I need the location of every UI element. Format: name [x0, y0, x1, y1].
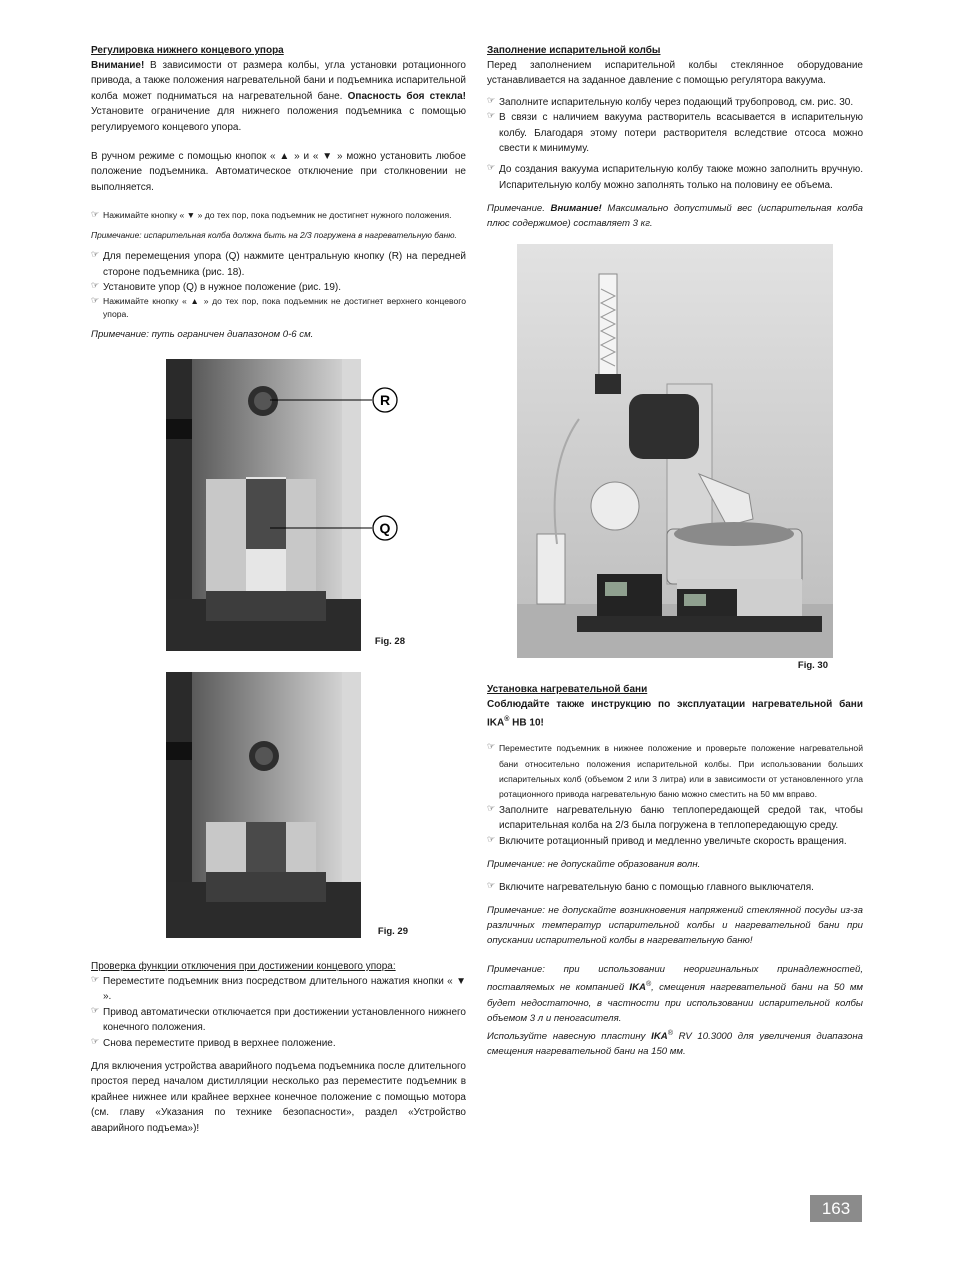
heading-check-stop: Проверка функции отключения при достижении концевого упора:: [91, 961, 396, 972]
bath-model: HB 10!: [509, 717, 544, 729]
pointing-hand-icon: ☞: [91, 1035, 100, 1046]
note-text: Максимально допустимый вес (испарительная колба плюс содержимое) составляет 3 кг.: [487, 203, 863, 230]
emergency-lift-paragraph: Для включения устройства аварийного подъема подъемника после длительного простоя перед началом дистилляции несколько раз переместите подъемник в крайнее нижнее или крайнее верхнее конечное положение с помощью мотора (см. главу «Указания по технике безопасности», раздел «Устройство аварийного подъема»)!: [91, 1061, 466, 1134]
list-item-text: Снова переместите привод в верхнее положение.: [103, 1037, 336, 1049]
list-item: [487, 803, 863, 834]
pointing-hand-icon: ☞: [91, 280, 100, 291]
glass-danger-label: Опасность боя стекла!: [347, 90, 466, 102]
pointing-hand-icon: ☞: [487, 802, 496, 813]
list-item-text: Переместите подъемник вниз посредством длительного нажатия кнопки « ▼ ».: [103, 976, 466, 1003]
list-item: [91, 1005, 466, 1036]
pointing-hand-icon: ☞: [487, 833, 496, 844]
warning-label: Внимание!: [91, 60, 145, 71]
page-number: 163: [810, 1195, 862, 1222]
list-item-text: Включите ротационный привод и медленно увеличьте скорость вращения.: [499, 835, 847, 847]
note-attention: Внимание!: [550, 203, 602, 215]
fig-29-label: Fig. 29: [377, 926, 408, 937]
list-item-text: Заполните нагревательную баню теплопередающей средой так, чтобы испарительная колба на 2/3 была погружена в теплопередающую среду.: [499, 804, 863, 832]
note-no-waves: Примечание: не допускайте образования волн.: [487, 858, 701, 870]
manual-mode-paragraph: В ручном режиме с помощью кнопок « ▲ » и « ▼ » можно установить любое положение подъемника. Автоматическое отключение при столкновении не выполняется.: [91, 151, 466, 193]
heading-lower-stop: Регулировка нижнего концевого упора: [91, 45, 284, 56]
list-item-text: Привод автоматически отключается при достижении установленного нижнего конечного положения.: [103, 1006, 466, 1034]
bath-instruction-text: Соблюдайте также инструкцию по эксплуатации нагревательной бани IKA: [487, 699, 863, 729]
pointing-hand-icon: ☞: [91, 209, 100, 220]
list-item-text: До создания вакуума испарительную колбу также можно заполнить вручную. Испарительную колбу можно заполнять только на половину ее объема.: [499, 164, 863, 191]
list-item: [91, 280, 466, 295]
list-item: [487, 110, 863, 156]
registered-mark: ®: [667, 1029, 673, 1037]
list-item-text: Установите упор (Q) в нужное положение (рис. 19).: [103, 282, 341, 294]
warning-text: В зависимости от размера колбы, угла установки ротационного привода, а также положения нагревательной бани и подъемника испарительной колба может подниматься на нагревательной бане.: [91, 60, 466, 102]
heading-fill-flask: Заполнение испарительной колбы: [487, 45, 661, 56]
list-item-text: Нажимайте кнопку « ▼ » до тех пор, пока подъемник не достигнет нужного положения.: [103, 210, 452, 221]
list-item: [487, 741, 863, 803]
warning-paragraph: [91, 58, 466, 135]
note-text: , смещения нагревательной бани на 50 мм будет недостаточно, в частности при использовании испарительной колбы объемом 3 л и пеногасителя.: [487, 982, 863, 1024]
list-item: [91, 974, 466, 1005]
list-item: [487, 162, 863, 193]
figure-30-photo: [517, 244, 833, 658]
pointing-hand-icon: ☞: [91, 974, 100, 984]
fig-28-label: Fig. 28: [374, 636, 405, 647]
brand-ika: IKA: [651, 1030, 668, 1042]
note-prefix: Примечание.: [487, 203, 551, 215]
note-accessories: [487, 962, 863, 1025]
list-item-text: Для перемещения упора (Q) нажмите центральную кнопку (R) на передней стороне подъемника (рис. 18).: [103, 251, 466, 278]
heading-bath-setup: Установка нагревательной бани: [487, 684, 648, 695]
note-text: RV 10.3000 для увеличения диапазона смещения нагревательной бани на 150 мм.: [487, 1030, 863, 1057]
pointing-hand-icon: ☞: [91, 249, 100, 260]
list-item-text: В связи с наличием вакуума растворитель всасывается в испарительную колбу. Благодаря этому потери растворителя вследствие отсоса можно свести к минимуму.: [499, 112, 863, 155]
fig-30-label: Fig. 30: [797, 660, 828, 671]
list-item-text: Переместите подъемник в нижнее положение и проверьте положение нагревательной бани относительно положения испарительной колбы. При использовании больших испарительных колб (объемом 2 или 3 литра) или в зависимости от установленного угла ротационного привода нагревательную баню можно сместить на 50 мм вправо.: [499, 743, 863, 800]
figure-29-photo: [166, 672, 361, 938]
pointing-hand-icon: ☞: [487, 94, 496, 105]
note-text: Примечание: при использовании неоригинальных принадлежностей, поставляемых не компанией: [487, 964, 863, 994]
registered-mark: ®: [645, 981, 652, 989]
left-bottom-section: [91, 960, 466, 1136]
callout-r: R: [379, 392, 391, 408]
pointing-hand-icon: ☞: [487, 162, 496, 173]
note-flask-immersion: Примечание: испарительная колба должна быть на 2/3 погружена в нагревательную баню.: [91, 230, 457, 241]
warning-text-2: Установите ограничение для нижнего положения подъемника с помощью регулируемого концевого упора.: [91, 106, 466, 133]
list-item: [91, 249, 466, 280]
right-column: [487, 44, 863, 231]
pointing-hand-icon: ☞: [91, 295, 100, 306]
pointing-hand-icon: ☞: [487, 879, 496, 890]
note-max-weight: [487, 201, 863, 231]
list-item-text: Нажимайте кнопку « ▲ » до тех пор, пока подъемник не достигнет верхнего концевого упора.: [103, 296, 466, 320]
list-item: [91, 295, 466, 321]
list-item: [91, 1036, 466, 1051]
note-mount-plate: [487, 1026, 863, 1059]
pointing-hand-icon: ☞: [487, 741, 496, 752]
pointing-hand-icon: ☞: [487, 110, 496, 121]
note-text: Используйте навесную пластину: [487, 1030, 652, 1042]
fill-intro-paragraph: Перед заполнением испарительной колбы стеклянное оборудование устанавливается на заданное давление с помощью регулятора вакуума.: [487, 60, 863, 87]
note-glass-stress: Примечание: не допускайте возникновения напряжений стеклянной посуды из-за различных температур испарительной колбы и нагревательной бани при опускании испарительной колбы в нагревательную баню!: [487, 905, 863, 947]
list-item: [487, 834, 863, 849]
right-lower-section: [487, 683, 863, 1059]
pointing-hand-icon: ☞: [91, 1004, 100, 1015]
list-item-text: Включите нагревательную баню с помощью главного выключателя.: [499, 881, 814, 893]
callout-q: Q: [379, 520, 391, 536]
callout-lines-fig28: [270, 385, 402, 545]
bath-instruction-note: [487, 697, 863, 731]
list-item: [487, 880, 863, 895]
list-item: [487, 95, 863, 110]
list-item-text: Заполните испарительную колбу через подающий трубопровод, см. рис. 30.: [499, 96, 854, 108]
brand-ika: IKA: [629, 982, 646, 994]
registered-mark: ®: [504, 716, 510, 724]
note-range: Примечание: путь ограничен диапазоном 0-6 см.: [91, 329, 314, 341]
list-item: [91, 209, 466, 222]
left-column: [91, 44, 466, 342]
